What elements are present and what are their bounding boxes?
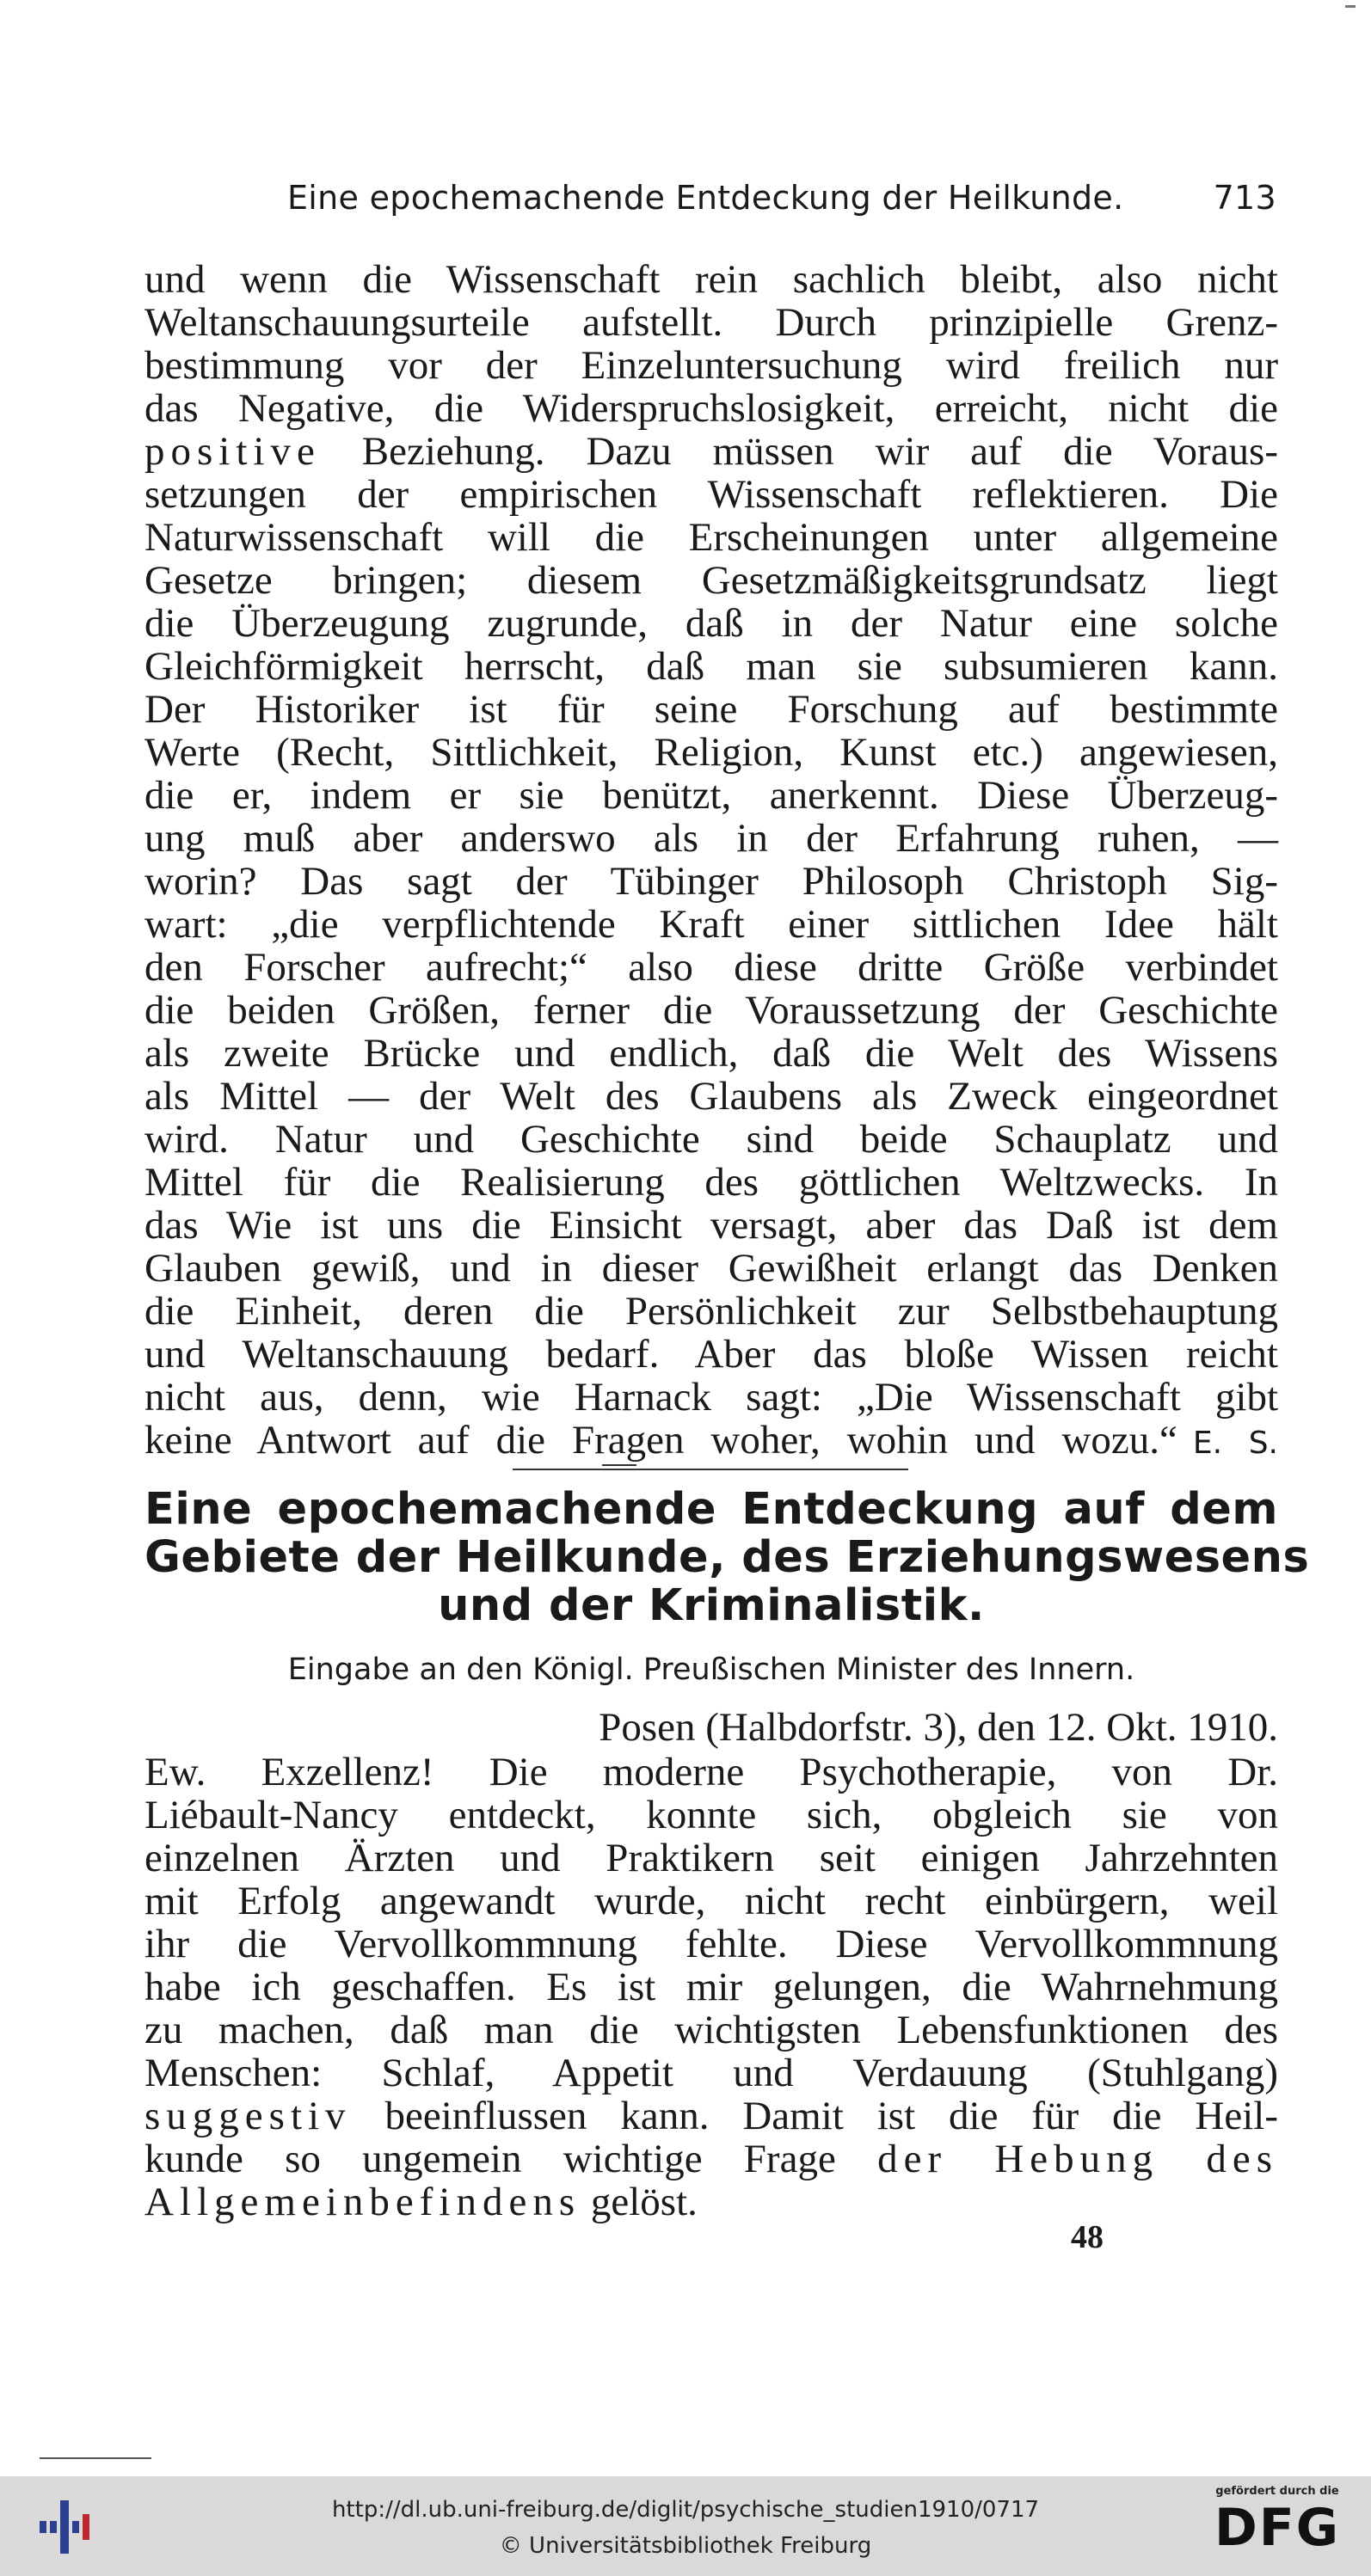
text-line: ung muß aber anderswo als in der Erfahrung ruhen, —: [144, 816, 1278, 861]
page-number: 713: [1213, 179, 1276, 217]
spaced-emphasis: der Hebung des: [877, 2137, 1279, 2181]
text-line: Gleichförmigkeit herrscht, daß man sie subsumieren kann.: [144, 644, 1278, 689]
spaced-emphasis: Allgemeinbefindens: [144, 2180, 581, 2224]
text-line: die er, indem er sie benützt, anerkennt. Diese Überzeug-: [144, 773, 1278, 818]
dfg-logo-text: DFG: [1214, 2498, 1341, 2558]
running-head: [287, 179, 1276, 217]
text-line: Menschen: Schlaf, Appetit und Verdauung (Stuhlgang): [144, 2051, 1278, 2095]
article-subtitle: Eingabe an den Königl. Preußischen Minister des Innern.: [287, 1653, 1135, 1687]
text-line: habe ich geschaffen. Es ist mir gelungen, die Wahrnehmung: [144, 1965, 1278, 2009]
text-line: Der Historiker ist für seine Forschung auf bestimmte: [144, 687, 1278, 732]
title-line: und der Kriminalistik.: [438, 1580, 985, 1631]
text-line: als zweite Brücke und endlich, daß die Welt des Wissens: [144, 1031, 1278, 1076]
text-line: ihr die Vervollkommnung fehlte. Diese Vervollkommnung: [144, 1922, 1278, 1966]
title-line: Gebiete der Heilkunde, des Erziehungswesens: [144, 1532, 1310, 1583]
text-line: setzungen der empirischen Wissenschaft reflektieren. Die: [144, 472, 1278, 517]
text-line: [144, 430, 1278, 473]
text-line: Gesetze bringen; diesem Gesetzmäßigkeitsgrundsatz liegt: [144, 558, 1278, 603]
author-signature: E. S.: [1192, 1426, 1278, 1461]
text-line: bestimmung vor der Einzeluntersuchung wird freilich nur: [144, 343, 1278, 388]
dateline: Posen (Halbdorfstr. 3), den 12. Okt. 1910.: [599, 1705, 1278, 1750]
text-line: die beiden Größen, ferner die Voraussetzung der Geschichte: [144, 988, 1278, 1033]
text-line: Glauben gewiß, und in dieser Gewißheit erlangt das Denken: [144, 1246, 1278, 1291]
text-line: [144, 2095, 1278, 2137]
dfg-caption: gefördert durch die: [1215, 2485, 1339, 2498]
source-url-link[interactable]: http://dl.ub.uni-freiburg.de/diglit/psychische_studien1910/0717: [331, 2497, 1040, 2523]
text-line: worin? Das sagt der Tübinger Philosoph Christoph Sig-: [144, 859, 1278, 904]
text-line: Naturwissenschaft will die Erscheinungen unter allgemeine: [144, 515, 1278, 560]
text-fragment: kunde so ungemein wichtige Frage: [144, 2137, 836, 2181]
text-line: die Überzeugung zugrunde, daß in der Natur eine solche: [144, 601, 1278, 646]
text-line: und Weltanschauung bedarf. Aber das bloße Wissen reicht: [144, 1332, 1278, 1377]
text-line: [144, 2137, 1278, 2180]
text-fragment: beeinflussen kann. Damit ist die für die Heil-: [384, 2094, 1279, 2138]
text-line: zu machen, daß man die wichtigsten Lebensfunktionen des: [144, 2008, 1278, 2052]
scan-edge-mark: [1345, 5, 1356, 8]
text-line: [144, 2180, 1278, 2223]
letter-paragraph: [144, 1751, 1278, 2223]
article-title: [144, 1484, 1310, 1631]
text-line: mit Erfolg angewandt wurde, nicht recht einbürgern, weil: [144, 1879, 1278, 1923]
spaced-emphasis: suggestiv: [144, 2094, 352, 2138]
copyright-notice: © Universitätsbibliothek Freiburg: [499, 2533, 872, 2559]
text-line: wart: „die verpflichtende Kraft einer sittlichen Idee hält: [144, 902, 1278, 947]
footnote-rule: [40, 2457, 151, 2459]
text-line: den Forscher aufrecht;“ also diese dritte Größe verbindet: [144, 945, 1278, 990]
running-title: Eine epochemachende Entdeckung der Heilkunde.: [287, 179, 1124, 217]
text-fragment: gelöst.: [590, 2180, 698, 2224]
text-line: einzelnen Ärzten und Praktikern seit einigen Jahrzehnten: [144, 1836, 1278, 1880]
text-line: Mittel für die Realisierung des göttlichen Weltzwecks. In: [144, 1160, 1278, 1205]
text-line: das Negative, die Widerspruchslosigkeit, erreicht, nicht die: [144, 386, 1278, 431]
spaced-emphasis: positive: [144, 429, 321, 474]
section-divider-ornament: [602, 1464, 636, 1475]
title-line: Eine epochemachende Entdeckung auf dem: [144, 1484, 1278, 1535]
text-line: die Einheit, deren die Persönlichkeit zur Selbstbehauptung: [144, 1289, 1278, 1334]
sheet-signature: 48: [1071, 2219, 1104, 2255]
text-line: als Mittel — der Welt des Glaubens als Zweck eingeordnet: [144, 1074, 1278, 1119]
text-line: Werte (Recht, Sittlichkeit, Religion, Kunst etc.) angewiesen,: [144, 730, 1278, 775]
text-line: [144, 1419, 1278, 1462]
text-line: das Wie ist uns die Einsicht versagt, aber das Daß ist dem: [144, 1203, 1278, 1248]
text-line: Ew. Exzellenz! Die moderne Psychotherapie, von Dr.: [144, 1750, 1278, 1794]
digitization-footer: [0, 2476, 1371, 2576]
text-line: Liébault-Nancy entdeckt, konnte sich, obgleich sie von: [144, 1793, 1278, 1837]
text-line: und wenn die Wissenschaft rein sachlich bleibt, also nicht: [144, 257, 1278, 302]
text-line: Weltanschauungsurteile aufstellt. Durch prinzipielle Grenz-: [144, 300, 1278, 345]
text-fragment: keine Antwort auf die Fragen woher, wohin und wozu.“: [144, 1418, 1177, 1463]
paragraph-continued: [144, 258, 1278, 1462]
text-fragment: Beziehung. Dazu müssen wir auf die Voraus-: [361, 429, 1279, 474]
text-line: wird. Natur und Geschichte sind beide Schauplatz und: [144, 1117, 1278, 1162]
text-line: nicht aus, denn, wie Harnack sagt: „Die Wissenschaft gibt: [144, 1375, 1278, 1420]
dfg-logo: [1204, 2485, 1350, 2571]
section-divider: [513, 1469, 908, 1470]
